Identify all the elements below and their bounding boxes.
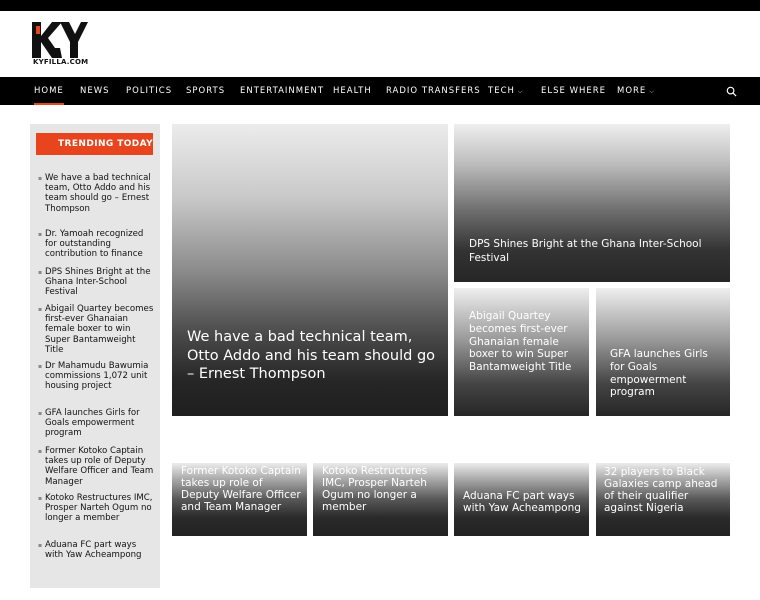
bullet-icon: ▪ xyxy=(38,231,43,238)
trending-item[interactable] xyxy=(38,493,156,524)
card-title[interactable]: GFA launches Girls for Goals empowerment program xyxy=(610,348,708,399)
trending-item[interactable] xyxy=(38,304,156,355)
card-title[interactable]: We have a bad technical team, Otto Addo and his team should go – Ernest Thompson xyxy=(187,329,436,382)
trending-item-label: Kotoko Restructures IMC, Prosper Narteh Ogum no longer a member xyxy=(45,493,153,524)
card-title[interactable]: Aduana FC part ways with Yaw Acheampong xyxy=(463,490,581,514)
nav-tech[interactable] xyxy=(488,77,523,105)
featured-card-abigail[interactable] xyxy=(454,288,589,416)
nav-label: MORE xyxy=(617,86,647,96)
secondary-card[interactable] xyxy=(313,463,448,536)
bullet-icon: ▪ xyxy=(38,542,43,549)
logo-wordmark: KYFILLA.COM xyxy=(33,58,89,66)
trending-item[interactable] xyxy=(38,361,156,392)
nav-sports[interactable] xyxy=(186,77,225,105)
card-title[interactable]: Kotoko Restructures IMC, Prosper Narteh Ogum no longer a member xyxy=(322,465,428,513)
bullet-icon: ▪ xyxy=(38,495,43,502)
main-navigation xyxy=(0,77,760,105)
bullet-icon: ▪ xyxy=(38,410,43,417)
nav-entertainment[interactable] xyxy=(240,77,324,105)
featured-card-main[interactable] xyxy=(172,124,448,416)
nav-label: HEALTH xyxy=(333,86,372,96)
secondary-card[interactable] xyxy=(596,454,730,536)
trending-item[interactable] xyxy=(38,446,156,487)
top-bar xyxy=(0,0,760,11)
trending-item[interactable] xyxy=(38,267,156,298)
search-icon[interactable] xyxy=(726,86,737,97)
trending-item-label: DPS Shines Bright at the Ghana Inter-School Festival xyxy=(45,267,151,298)
nav-label: HOME xyxy=(34,86,64,96)
trending-item-label: Former Kotoko Captain takes up role of Deputy Welfare Officer and Team Manager xyxy=(45,446,154,487)
logo-mark-icon xyxy=(32,20,88,60)
featured-card-dps[interactable] xyxy=(454,124,730,282)
trending-item-label: Aduana FC part ways with Yaw Acheampong xyxy=(45,540,142,561)
trending-item-label: Dr Mahamudu Bawumia commissions 1,072 unit housing project xyxy=(45,361,149,392)
trending-item-label: Abigail Quartey becomes first-ever Ghanaian female boxer to win Super Bantamweight Title xyxy=(45,304,154,355)
featured-card-gfa[interactable] xyxy=(596,288,730,416)
trending-item[interactable] xyxy=(38,229,156,260)
card-title[interactable]: DPS Shines Bright at the Ghana Inter-School Festival xyxy=(469,238,702,264)
trending-item[interactable] xyxy=(38,173,156,214)
card-title[interactable]: Former Kotoko Captain takes up role of Deputy Welfare Officer and Team Manager xyxy=(181,465,301,513)
nav-label: ELSE WHERE xyxy=(541,86,607,96)
card-title[interactable]: Didi Dramani invites 32 players to Black Galaxies camp ahead of their qualifier against Nigeria xyxy=(604,454,718,514)
trending-item-label: Dr. Yamoah recognized for outstanding contribution to finance xyxy=(45,229,144,260)
trending-item-label: We have a bad technical team, Otto Addo and his team should go – Ernest Thompson xyxy=(45,173,151,214)
nav-label: TECH xyxy=(488,86,515,96)
bullet-icon: ▪ xyxy=(38,269,43,276)
nav-more[interactable] xyxy=(617,77,655,105)
nav-health[interactable] xyxy=(333,77,372,105)
trending-heading: TRENDING TODAY xyxy=(36,133,153,155)
nav-label: RADIO TRANSFERS xyxy=(386,86,481,96)
chevron-down-icon: ⌵ xyxy=(649,88,655,95)
nav-radio-transfers[interactable] xyxy=(386,77,481,105)
trending-item-label: GFA launches Girls for Goals empowerment program xyxy=(45,408,140,439)
trending-item[interactable] xyxy=(38,408,156,439)
bullet-icon: ▪ xyxy=(38,448,43,455)
nav-politics[interactable] xyxy=(126,77,172,105)
nav-label: ENTERTAINMENT xyxy=(240,86,325,96)
card-title[interactable]: Abigail Quartey becomes first-ever Ghanaian female boxer to win Super Bantamweight Title xyxy=(469,310,572,374)
bullet-icon: ▪ xyxy=(38,306,43,313)
secondary-card[interactable] xyxy=(454,463,589,536)
bullet-icon: ▪ xyxy=(38,175,43,182)
nav-label: POLITICS xyxy=(126,86,173,96)
nav-news[interactable] xyxy=(80,77,110,105)
chevron-down-icon: ⌵ xyxy=(517,88,524,95)
trending-item[interactable] xyxy=(38,540,156,560)
bullet-icon: ▪ xyxy=(38,363,43,370)
nav-label: NEWS xyxy=(80,86,110,96)
trending-sidebar xyxy=(30,124,160,588)
secondary-card[interactable] xyxy=(172,463,307,536)
nav-label: SPORTS xyxy=(186,86,226,96)
nav-else-where[interactable] xyxy=(541,77,606,105)
nav-home[interactable] xyxy=(34,77,64,105)
